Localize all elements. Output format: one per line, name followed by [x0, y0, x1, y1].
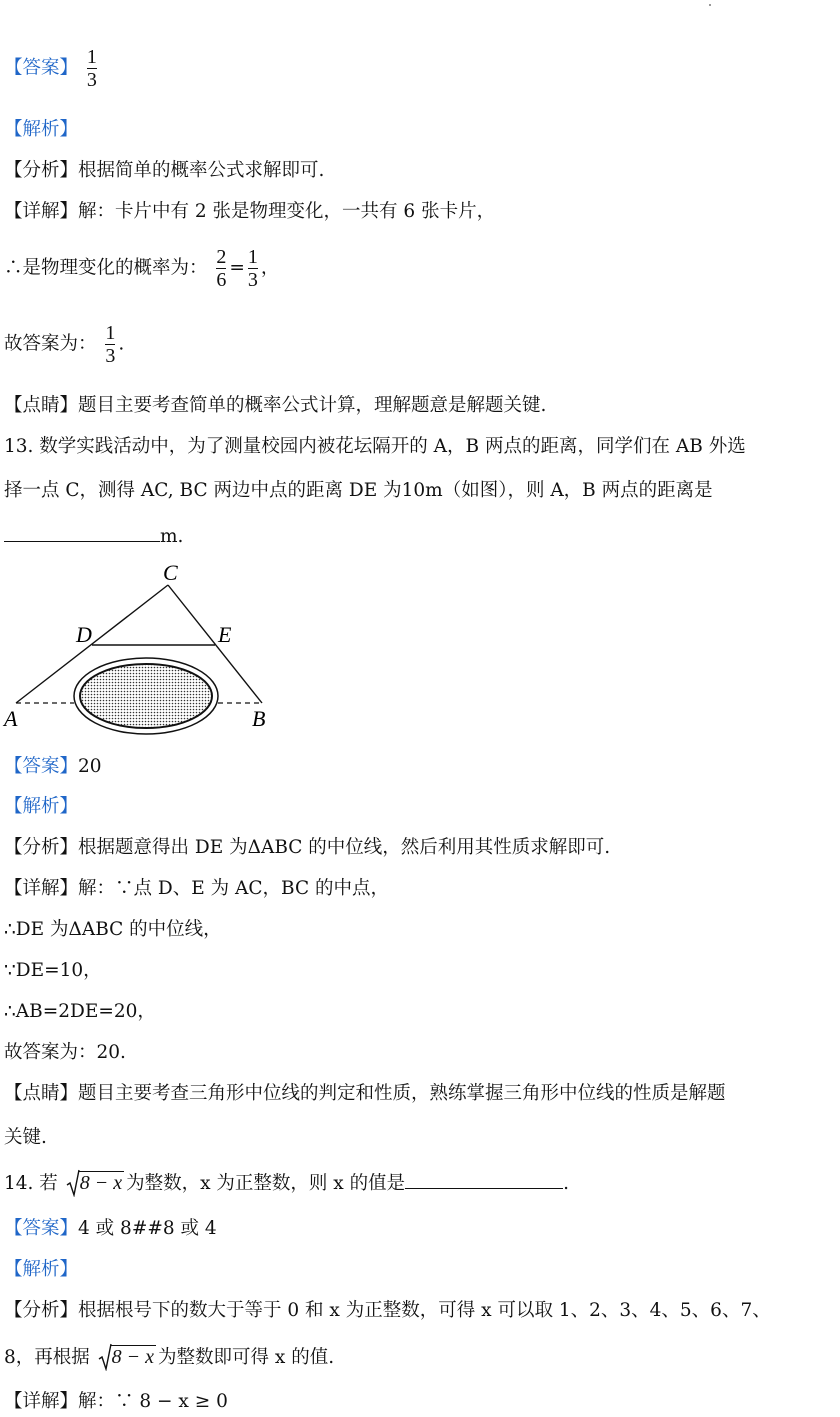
fraction-numerator: 1 [247, 246, 258, 268]
dianjing-tag: 【点睛】 [4, 1083, 79, 1104]
q12-therefore-line [4, 246, 279, 291]
stem-start: 14. 若 [4, 1173, 58, 1194]
fenxi-text: 根据简单的概率公式求解即可. [78, 160, 325, 181]
xiangjie-text: 解：卡片中有 2 张是物理变化，一共有 6 张卡片， [78, 201, 496, 222]
xiangjie-tag: 【详解】 [4, 878, 79, 899]
answer-tag: 【答案】 [4, 1218, 79, 1239]
period: . [118, 333, 125, 355]
q13-step-1: ∴DE 为ΔABC 的中位线， [4, 919, 222, 940]
fenxi-text: 根据题意得出 DE 为ΔABC 的中位线，然后利用其性质求解即可. [78, 837, 611, 858]
fenxi-tag: 【分析】 [4, 1300, 79, 1321]
sqrt-expression [66, 1171, 124, 1195]
triangle-figure [0, 558, 300, 738]
radical-sign-icon [98, 1343, 112, 1371]
answer-tag: 【答案】 [4, 57, 79, 79]
answer-value: 20 [78, 756, 102, 777]
q13-step-3: ∴AB=2DE=20， [4, 1001, 156, 1022]
q13-dianjing-line [4, 1082, 726, 1106]
q13-xiangjie-line [4, 877, 389, 901]
q12-xiangjie-line [4, 200, 495, 224]
radicand: 8 − x [111, 1346, 155, 1368]
label-b: B [252, 706, 266, 731]
q12-answer-line [4, 46, 100, 91]
fraction-numerator: 1 [86, 46, 97, 68]
q14-stem-line [4, 1170, 569, 1196]
answer-fraction [87, 46, 97, 91]
flowerbed-inner [80, 664, 212, 728]
analysis-tag: 【解析】 [4, 1259, 79, 1280]
q12-final-line [4, 322, 124, 367]
label-e: E [218, 622, 232, 647]
answer-value: 4 或 8##8 或 4 [78, 1218, 217, 1239]
q12-analysis-heading [4, 118, 78, 142]
answer-tag: 【答案】 [4, 756, 79, 777]
q12-dianjing-line [4, 394, 546, 418]
xiangjie-tag: 【详解】 [4, 201, 79, 222]
sqrt-expression [98, 1345, 156, 1369]
fenxi-line2-start: 8，再根据 [4, 1347, 90, 1368]
xiangjie-tag: 【详解】 [4, 1391, 79, 1412]
fenxi-text: 根据根号下的数大于等于 0 和 x 为正整数，可得 x 可以取 1、2、3、4、5、6、7、 [78, 1300, 771, 1321]
label-d: D [76, 622, 92, 647]
q14-analysis-heading [4, 1258, 78, 1282]
q14-fenxi-line-2 [4, 1345, 334, 1370]
therefore-text: ∴是物理变化的概率为： [4, 257, 208, 279]
fraction-one-third [248, 246, 258, 291]
dianjing-tag: 【点睛】 [4, 395, 79, 416]
q13-stem-line-3 [4, 523, 183, 549]
q14-answer-line [4, 1217, 217, 1241]
q13-analysis-heading [4, 795, 78, 819]
analysis-tag: 【解析】 [4, 119, 79, 140]
dianjing-text: 题目主要考查三角形中位线的判定和性质，熟练掌握三角形中位线的性质是解题 [78, 1083, 726, 1104]
dianjing-text: 题目主要考查简单的概率公式计算，理解题意是解题关键. [78, 395, 547, 416]
q14-xiangjie-line [4, 1390, 228, 1414]
q13-answer-line [4, 755, 102, 779]
fraction-two-sixths [216, 246, 226, 291]
radicand: 8 − x [79, 1172, 123, 1194]
final-text: 故答案为： [4, 333, 97, 355]
q14-fenxi-line [4, 1299, 771, 1323]
fraction-numerator: 2 [216, 246, 227, 268]
fenxi-tag: 【分析】 [4, 837, 79, 858]
comma: ， [260, 257, 280, 279]
q13-fenxi-line [4, 836, 610, 860]
q13-final-line: 故答案为：20. [4, 1042, 126, 1063]
q12-fenxi-line [4, 159, 324, 183]
fraction-denominator: 3 [105, 345, 116, 367]
analysis-tag: 【解析】 [4, 796, 79, 817]
equals-sign: = [229, 257, 245, 279]
fraction-denominator: 3 [86, 69, 97, 91]
fenxi-tag: 【分析】 [4, 160, 79, 181]
q13-step-2: ∵DE=10， [4, 960, 102, 981]
q13-stem-line-1: 13. 数学实践活动中，为了测量校园内被花坛隔开的 A，B 两点的距离，同学们在 AB 外选 [4, 436, 746, 457]
label-a: A [4, 706, 18, 731]
radical-sign-icon [66, 1169, 80, 1197]
xiangjie-text: 解：∵点 D、E 为 AC，BC 的中点， [78, 878, 389, 899]
answer-blank [4, 523, 160, 542]
label-c: C [163, 560, 178, 585]
q13-dianjing-line-2: 关键. [4, 1127, 47, 1148]
fraction-numerator: 1 [105, 322, 116, 344]
fraction-denominator: 3 [247, 269, 258, 291]
fenxi-line2-end: 为整数即可得 x 的值. [158, 1347, 335, 1368]
scan-dot [709, 4, 711, 6]
final-fraction [105, 322, 115, 367]
unit-text: m. [160, 526, 184, 547]
xiangjie-text: 解：∵ 8 − x ≥ 0 [78, 1391, 228, 1412]
answer-blank [405, 1170, 563, 1189]
q13-stem-line-2: 择一点 C，测得 AC, BC 两边中点的距离 DE 为10m（如图），则 A，B 两点的距离是 [4, 480, 713, 501]
stem-end: 为整数，x 为正整数，则 x 的值是 [126, 1173, 406, 1194]
period: . [563, 1173, 569, 1194]
fraction-denominator: 6 [216, 269, 227, 291]
